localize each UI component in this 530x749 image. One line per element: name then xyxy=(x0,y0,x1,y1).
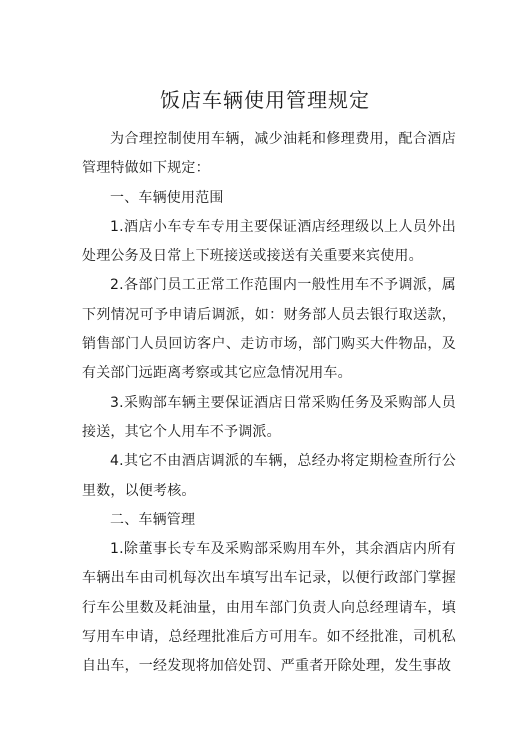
scope-item-2: 2.各部门员工正常工作范围内一般性用车不予调派，属下列情况可予申请后调派，如：财务部人员去银行取送款，销售部门人员回访客户、走访市场，部门购买大件物品，及有关部门远距离考察或其它应急情况用车。 xyxy=(82,277,456,382)
section-heading-vehicle-management: 二、车辆管理 xyxy=(110,511,196,528)
scope-item-4: 4.其它不由酒店调派的车辆，总经办将定期检查所行公里数，以便考核。 xyxy=(82,453,456,499)
intro-paragraph: 为合理控制使用车辆，减少油耗和修理费用，配合酒店管理特做如下规定： xyxy=(82,131,456,177)
management-item-1: 1.除董事长专车及采购部采购用车外，其余酒店内所有车辆出车由司机每次出车填写出车记录，以便行政部门掌握行车公里数及耗油量，由用车部门负责人向总经理请车，填写用车申请，总经理批准后方可用车。如不经批准，司机私自出车，一经发现将加倍处罚、严重者开除处理，发生事故 xyxy=(82,541,456,675)
document-title: 饭店车辆使用管理规定 xyxy=(160,88,370,112)
scope-item-1: 1.酒店小车专车专用主要保证酒店经理级以上人员外出处理公务及日常上下班接送或接送有关重要来宾使用。 xyxy=(82,218,456,265)
scope-item-3: 3.采购部车辆主要保证酒店日常采购任务及采购部人员接送，其它个人用车不予调派。 xyxy=(82,394,456,440)
section-heading-vehicle-scope: 一、车辆使用范围 xyxy=(110,189,224,206)
document-body xyxy=(82,125,456,682)
